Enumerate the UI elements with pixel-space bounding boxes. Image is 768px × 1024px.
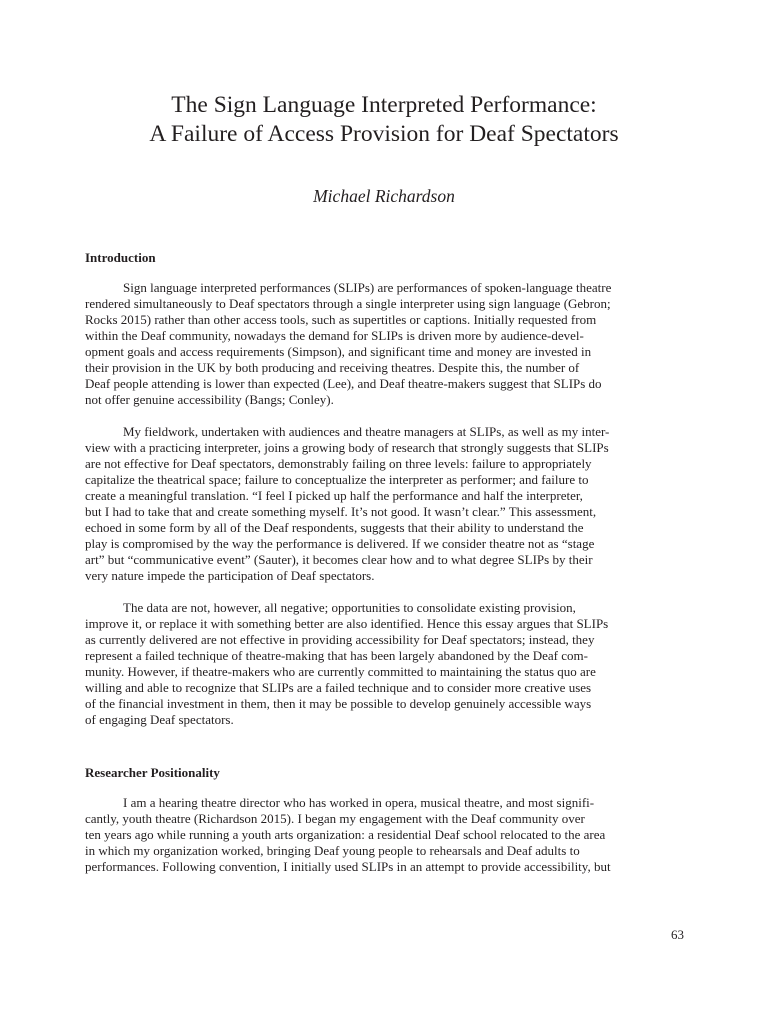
text-line: Deaf people attending is lower than expected (Lee), and Deaf theatre-makers suggest that SLIPs do xyxy=(85,376,602,391)
text-line: within the Deaf community, nowadays the demand for SLIPs is driven more by audience-devel- xyxy=(85,328,584,343)
text-line: ten years ago while running a youth arts organization: a residential Deaf school relocated to the area xyxy=(85,827,606,842)
title-line: A Failure of Access Provision for Deaf Spectators xyxy=(149,121,619,147)
text-line: very nature impede the participation of Deaf spectators. xyxy=(85,568,375,583)
text-line: improve it, or replace it with something better are also identified. Hence this essay argues that SLIPs xyxy=(85,616,609,631)
text-line: create a meaningful translation. “I feel I picked up half the performance and half the interpreter, xyxy=(85,488,583,503)
text-line: willing and able to recognize that SLIPs are a failed technique and to consider more creative uses xyxy=(85,680,592,695)
text-line: opment goals and access requirements (Simpson), and significant time and money are invested in xyxy=(85,344,592,359)
text-line: cantly, youth theatre (Richardson 2015). I began my engagement with the Deaf community over xyxy=(85,811,585,826)
paragraph xyxy=(85,600,684,728)
text-line: My fieldwork, undertaken with audiences and theatre managers at SLIPs, as well as my inter- xyxy=(123,424,610,439)
section-heading-introduction: Introduction xyxy=(85,250,156,265)
page-number: 63 xyxy=(671,927,684,942)
paragraph xyxy=(85,795,684,875)
text-line: but I had to take that and create something myself. It’s not good. It wasn’t clear.” This assessment, xyxy=(85,504,597,519)
article-title xyxy=(60,91,708,149)
paragraph xyxy=(85,424,684,584)
text-line: munity. However, if theatre-makers who are currently committed to maintaining the status quo are xyxy=(85,664,596,679)
title-line: The Sign Language Interpreted Performance: xyxy=(171,92,597,118)
text-line: Sign language interpreted performances (SLIPs) are performances of spoken-language theatre xyxy=(123,280,612,295)
text-line: echoed in some form by all of the Deaf respondents, suggests that their ability to understand the xyxy=(85,520,584,535)
section-heading-researcher-positionality: Researcher Positionality xyxy=(85,765,220,780)
text-line: are not effective for Deaf spectators, demonstrably failing on three levels: failure to appropriately xyxy=(85,456,592,471)
text-line: Rocks 2015) rather than other access tools, such as supertitles or captions. Initially requested from xyxy=(85,312,597,327)
text-line: represent a failed technique of theatre-making that has been largely abandoned by the Deaf com- xyxy=(85,648,588,663)
text-line: not offer genuine accessibility (Bangs; Conley). xyxy=(85,392,334,407)
paragraph xyxy=(85,280,684,408)
text-line: of engaging Deaf spectators. xyxy=(85,712,234,727)
text-line: as currently delivered are not effective in providing accessibility for Deaf spectators; instead, they xyxy=(85,632,595,647)
text-line: their provision in the UK by both producing and receiving theatres. Despite this, the number of xyxy=(85,360,580,375)
text-line: performances. Following convention, I initially used SLIPs in an attempt to provide accessibility, but xyxy=(85,859,611,874)
text-line: play is compromised by the way the performance is delivered. If we consider theatre not as “stage xyxy=(85,536,595,551)
text-line: The data are not, however, all negative; opportunities to consolidate existing provision, xyxy=(123,600,576,615)
text-line: rendered simultaneously to Deaf spectators through a single interpreter using sign language (Gebron; xyxy=(85,296,611,311)
text-line: in which my organization worked, bringing Deaf young people to rehearsals and Deaf adults to xyxy=(85,843,580,858)
text-line: of the financial investment in them, then it may be possible to develop genuinely accessible ways xyxy=(85,696,592,711)
author-name: Michael Richardson xyxy=(313,186,455,206)
text-line: view with a practicing interpreter, joins a growing body of research that strongly suggests that SLIPs xyxy=(85,440,609,455)
text-line: capitalize the theatrical space; failure to conceptualize the interpreter as performer; and failure to xyxy=(85,472,589,487)
text-line: I am a hearing theatre director who has worked in opera, musical theatre, and most signifi- xyxy=(123,795,595,810)
text-line: art” but “communicative event” (Sauter), it becomes clear how and to what degree SLIPs by their xyxy=(85,552,593,567)
